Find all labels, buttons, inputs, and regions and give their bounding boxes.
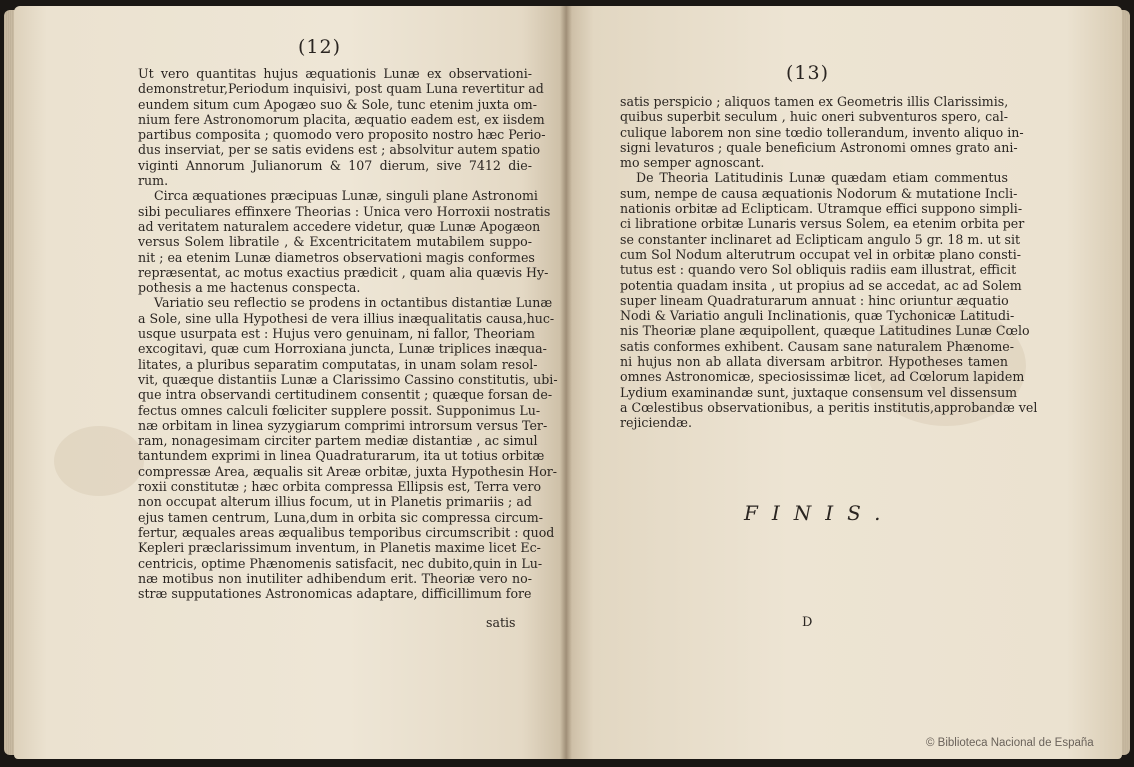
text-line: Nodi & Variatio anguli Inclinationis, quæ Tychonicæ Latitudi- bbox=[620, 308, 1015, 324]
right-page bbox=[566, 6, 1122, 759]
right-page-text bbox=[620, 94, 1038, 431]
text-line: satis conformes exhibent. Causam sane naturalem Phænome- bbox=[620, 338, 1015, 354]
text-line: omnes Astronomicæ, speciosissimæ licet, ad Cœlorum lapidem bbox=[620, 369, 1025, 385]
library-watermark: © Biblioteca Nacional de España bbox=[926, 737, 1094, 749]
text-line: potentia quadam insita , ut propius ad se accedat, ac ad Solem bbox=[620, 277, 1022, 293]
text-line: quibus superbit seculum , huic oneri subventuros spero, cal- bbox=[620, 109, 1008, 125]
text-line: fectus omnes calculi fœliciter supplere possit. Supponimus Lu- bbox=[138, 402, 541, 418]
text-line: non occupat alterum illius focum, ut in Planetis primariis ; ad bbox=[138, 494, 532, 510]
text-line: fertur, æquales areas æqualibus temporibus circumscribit : quod bbox=[138, 524, 555, 540]
text-line: næ orbitam in linea syzygiarum comprimi introrsum versus Ter- bbox=[138, 417, 548, 433]
text-line: demonstretur,Periodum inquisivi, post quam Luna revertitur ad bbox=[138, 81, 544, 97]
text-line: partibus composita ; quomodo vero proposito nostro hæc Perio- bbox=[138, 127, 546, 143]
text-line: vit, quæque distantiis Lunæ a Clarissimo Cassino constitutis, ubi- bbox=[138, 371, 558, 387]
text-line: Ut vero quantitas hujus æquationis Lunæ ex observationi- bbox=[138, 66, 532, 81]
text-line: satis perspicio ; aliquos tamen ex Geometris illis Clarissimis, bbox=[620, 94, 1009, 109]
left-page bbox=[14, 6, 566, 759]
text-line: ni hujus non ab allata diversam arbitror. Hypotheses tamen bbox=[620, 354, 1008, 370]
left-page-text bbox=[138, 66, 558, 602]
text-line: centricis, optime Phænomenis satisfacit, nec dubito,quin in Lu- bbox=[138, 555, 543, 571]
signature-mark: D bbox=[802, 615, 813, 630]
book-gutter bbox=[560, 6, 572, 759]
text-line: nationis orbitæ ad Eclipticam. Utramque effici suppono simpli- bbox=[620, 201, 1023, 217]
text-line: ejus tamen centrum, Luna,dum in orbita sic compressa circum- bbox=[138, 509, 543, 525]
text-line: rum. bbox=[138, 173, 169, 189]
left-page-number: (12) bbox=[298, 36, 342, 58]
text-line: eundem situm cum Apogæo suo & Sole, tunc etenim juxta om- bbox=[138, 96, 538, 112]
text-line: viginti Annorum Julianorum & 107 dierum, sive 7412 die- bbox=[138, 157, 532, 173]
text-line: mo semper agnoscant. bbox=[620, 155, 765, 171]
text-line: usque usurpata est : Hujus vero genuinam, ni fallor, Theoriam bbox=[138, 326, 535, 342]
text-line: pothesis a me hactenus conspecta. bbox=[138, 280, 361, 296]
text-line: nis Theoriæ plane æquipollent, quæque Latitudines Lunæ Cœlo bbox=[620, 323, 1030, 339]
text-line: cum Sol Nodum alterutrum occupat vel in orbitæ plano consti- bbox=[620, 246, 1022, 262]
text-line: repræsentat, ac motus exactius prædicit , quam alia quævis Hy- bbox=[138, 264, 549, 280]
text-line: versus Solem libratile , & Excentricitatem mutabilem suppo- bbox=[138, 234, 532, 250]
text-line: compressæ Area, æqualis sit Areæ orbitæ, juxta Hypothesin Hor- bbox=[138, 463, 558, 479]
text-line: litates, a pluribus separatim computatas, in unam solam resol- bbox=[138, 356, 538, 372]
text-line: nium fere Astronomorum placita, æquatio eadem est, ex iisdem bbox=[138, 111, 545, 127]
text-line: rejiciendæ. bbox=[620, 415, 692, 431]
text-line: super lineam Quadraturarum annuat : hinc oriuntur æquatio bbox=[620, 292, 1009, 308]
text-line: Variatio seu reflectio se prodens in octantibus distantiæ Lunæ bbox=[154, 295, 553, 311]
text-line: stræ supputationes Astronomicas adaptare, difficillimum fore bbox=[138, 586, 532, 602]
text-line: excogitavi, quæ cum Horroxiana juncta, Lunæ triplices inæqua- bbox=[138, 341, 547, 357]
left-catchword: satis bbox=[486, 615, 516, 630]
text-line: se constanter inclinaret ad Eclipticam angulo 5 gr. 18 m. ut sit bbox=[620, 231, 1021, 247]
text-line: sibi peculiares effinxere Theorias : Unica vero Horroxii nostratis bbox=[138, 203, 551, 219]
text-line: tutus est : quando vero Sol obliquis radiis eam illustrat, efficit bbox=[620, 262, 1017, 278]
finis-heading: FINIS. bbox=[744, 501, 895, 525]
paper-stain bbox=[54, 426, 144, 496]
text-line: ram, nonagesimam circiter partem mediæ distantiæ , ac simul bbox=[138, 433, 538, 449]
text-line: ad veritatem naturalem accedere videtur, quæ Lunæ Apogæon bbox=[138, 218, 541, 234]
text-line: næ motibus non inutiliter adhibendum erit. Theoriæ vero no- bbox=[138, 570, 532, 586]
text-line: ci libratione orbitæ Lunaris versus Solem, ea etenim orbita per bbox=[620, 216, 1025, 232]
text-line: tantundem exprimi in linea Quadraturarum, ita ut totius orbitæ bbox=[138, 448, 545, 464]
text-line: dus inserviat, per se satis evidens est ; absolvitur autem spatio bbox=[138, 142, 541, 158]
text-line: Kepleri præclarissimum inventum, in Planetis maxime licet Ec- bbox=[138, 540, 541, 556]
text-line: Lydium examinandæ sunt, juxtaque consensum vel dissensum bbox=[620, 384, 1018, 400]
text-line: roxii constitutæ ; hæc orbita compressa Ellipsis est, Terra vero bbox=[138, 479, 542, 495]
text-line: signi levaturos ; quale beneficium Astronomi omnes grato ani- bbox=[620, 139, 1018, 155]
text-line: nit ; ea etenim Lunæ diametros observationi magis conformes bbox=[138, 249, 535, 265]
text-line: sum, nempe de causa æquationis Nodorum & mutatione Incli- bbox=[620, 185, 1018, 201]
text-line: Circa æquationes præcipuas Lunæ, singuli plane Astronomi bbox=[154, 188, 538, 204]
text-line: que intra observandi certitudinem consentit ; quæque forsan de- bbox=[138, 387, 553, 403]
text-line: a Sole, sine ulla Hypothesi de vera illius inæqualitatis causa,huc- bbox=[138, 310, 555, 326]
text-line: De Theoria Latitudinis Lunæ quædam etiam commentus bbox=[636, 170, 1008, 186]
text-line: culique laborem non sine tœdio tollerandum, invento aliquo in- bbox=[620, 124, 1024, 140]
text-line: a Cœlestibus observationibus, a peritis institutis,approbandæ vel bbox=[620, 399, 1038, 415]
right-page-number: (13) bbox=[786, 62, 830, 84]
